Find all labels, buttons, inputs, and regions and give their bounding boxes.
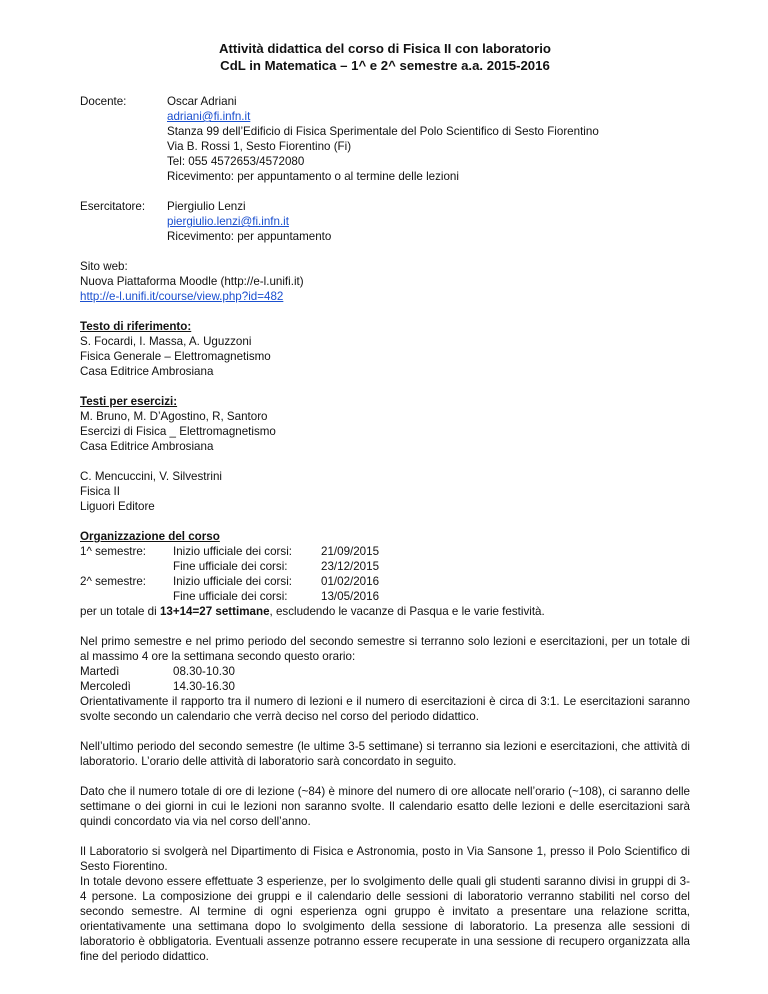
date-value: 23/12/2015 [321, 560, 380, 573]
date-label: Inizio ufficiale dei corsi: [173, 545, 292, 558]
schedule-row [80, 589, 690, 604]
testo-riferimento-publisher: Casa Editrice Ambrosiana [80, 365, 214, 378]
date-value: 13/05/2016 [321, 590, 380, 603]
paragraph-4: Dato che il numero totale di ore di lezione (~84) è minore del numero di ore allocate nell’orario (~108), ci saranno delle settimane o dei giorni in cui le lezioni non saranno svolte. Il calendario esatto delle lezioni e delle esercitazioni sarà quindi concordato via via nel corso dell’anno. [80, 785, 690, 828]
weekly-schedule-row [80, 679, 690, 694]
testi-esercizi-heading: Testi per esercizi: [80, 395, 178, 408]
docente-block [80, 94, 690, 184]
semester-label [80, 589, 173, 604]
esercitatore-name: Piergiulio Lenzi [167, 200, 246, 213]
schedule-time: 14.30-16.30 [173, 680, 235, 693]
esercitatore-hours: Ricevimento: per appuntamento [167, 230, 332, 243]
semester-label [80, 559, 173, 574]
docente-tel: Tel: 055 4572653/4572080 [167, 155, 305, 168]
schedule-row [80, 544, 690, 559]
weekly-schedule-row [80, 664, 690, 679]
book2-title: Fisica II [80, 485, 120, 498]
esercitatore-label: Esercitatore: [80, 200, 146, 213]
schedule-day: Mercoledì [80, 680, 131, 693]
book1-title: Esercizi di Fisica _ Elettromagnetismo [80, 425, 276, 438]
testo-riferimento-heading: Testo di riferimento: [80, 320, 192, 333]
testi-esercizi-block [80, 394, 690, 514]
schedule-row [80, 574, 690, 589]
schedule-row [80, 559, 690, 574]
date-label: Fine ufficiale dei corsi: [173, 590, 288, 603]
title-line-1: Attività didattica del corso di Fisica II con laboratorio [219, 41, 551, 56]
date-value: 21/09/2015 [321, 545, 380, 558]
book2-authors: C. Mencuccini, V. Silvestrini [80, 470, 222, 483]
paragraph-5b: In totale devono essere effettuate 3 esperienze, per lo svolgimento delle quali gli studenti saranno divisi in gruppi di 3-4 persone. La composizione dei gruppi e il calendario delle sessioni di laboratorio verranno stabiliti nel corso del secondo semestre. Al termine di ogni esperienza ogni gruppo è invitato a presentare una relazione scritta, orientativamente una settimana dopo lo svolgimento della sessione di laboratorio. La presenza alle sessioni di laboratorio è obbligatoria. Eventuali assenze potranno essere recuperate in una sessione di recupero organizzata alla fine del periodo didattico. [80, 875, 690, 963]
testo-riferimento-block [80, 319, 690, 379]
paragraph-2: Orientativamente il rapporto tra il numero di lezioni e il numero di esercitazioni è circa di 3:1. Le esercitazioni saranno svolte secondo un calendario che verrà deciso nel corso del periodo didattico. [80, 695, 690, 723]
sito-course-link[interactable]: http://e-l.unifi.it/course/view.php?id=482 [80, 290, 284, 303]
organizzazione-block [80, 529, 690, 619]
date-label: Fine ufficiale dei corsi: [173, 560, 288, 573]
sito-platform: Nuova Piattaforma Moodle (http://e-l.unifi.it) [80, 275, 304, 288]
esercitatore-block [80, 199, 690, 244]
sito-label: Sito web: [80, 260, 128, 273]
esercitatore-email-link[interactable]: piergiulio.lenzi@fi.infn.it [167, 215, 289, 228]
date-value: 01/02/2016 [321, 575, 380, 588]
docente-hours: Ricevimento: per appuntamento o al termine delle lezioni [167, 170, 459, 183]
testo-riferimento-title: Fisica Generale – Elettromagnetismo [80, 350, 271, 363]
semester-label: 1^ semestre: [80, 545, 147, 558]
book1-publisher: Casa Editrice Ambrosiana [80, 440, 214, 453]
docente-name: Oscar Adriani [167, 95, 237, 108]
semester-label: 2^ semestre: [80, 575, 147, 588]
organizzazione-total: per un totale di 13+14=27 settimane, escludendo le vacanze di Pasqua e le varie festività. [80, 605, 545, 618]
paragraph-5a: Il Laboratorio si svolgerà nel Dipartimento di Fisica e Astronomia, posto in Via Sansone 1, presso il Polo Scientifico di Sesto Fiorentino. [80, 845, 690, 873]
document-title [80, 40, 690, 74]
schedule-time: 08.30-10.30 [173, 665, 235, 678]
docente-office: Stanza 99 dell’Edificio di Fisica Sperimentale del Polo Scientifico di Sesto Fiorentino [167, 125, 599, 138]
paragraph-1: Nel primo semestre e nel primo periodo del secondo semestre si terranno solo lezioni e esercitazioni, per un totale di al massimo 4 ore la settimana secondo questo orario: [80, 635, 690, 663]
book1-authors: M. Bruno, M. D’Agostino, R, Santoro [80, 410, 268, 423]
organizzazione-heading: Organizzazione del corso [80, 530, 220, 543]
testo-riferimento-authors: S. Focardi, I. Massa, A. Uguzzoni [80, 335, 252, 348]
paragraph-3: Nell’ultimo periodo del secondo semestre (le ultime 3-5 settimane) si terranno sia lezioni e esercitazioni, che attività di laboratorio. L’orario delle attività di laboratorio sarà concordato in seguito. [80, 740, 690, 768]
book2-publisher: Liguori Editore [80, 500, 155, 513]
document-page [80, 40, 690, 964]
docente-label: Docente: [80, 95, 127, 108]
date-label: Inizio ufficiale dei corsi: [173, 575, 292, 588]
docente-address: Via B. Rossi 1, Sesto Fiorentino (Fi) [167, 140, 352, 153]
docente-email-link[interactable]: adriani@fi.infn.it [167, 110, 251, 123]
schedule-day: Martedì [80, 665, 120, 678]
sito-block [80, 259, 690, 304]
title-line-2: CdL in Matematica – 1^ e 2^ semestre a.a. 2015-2016 [220, 58, 550, 73]
